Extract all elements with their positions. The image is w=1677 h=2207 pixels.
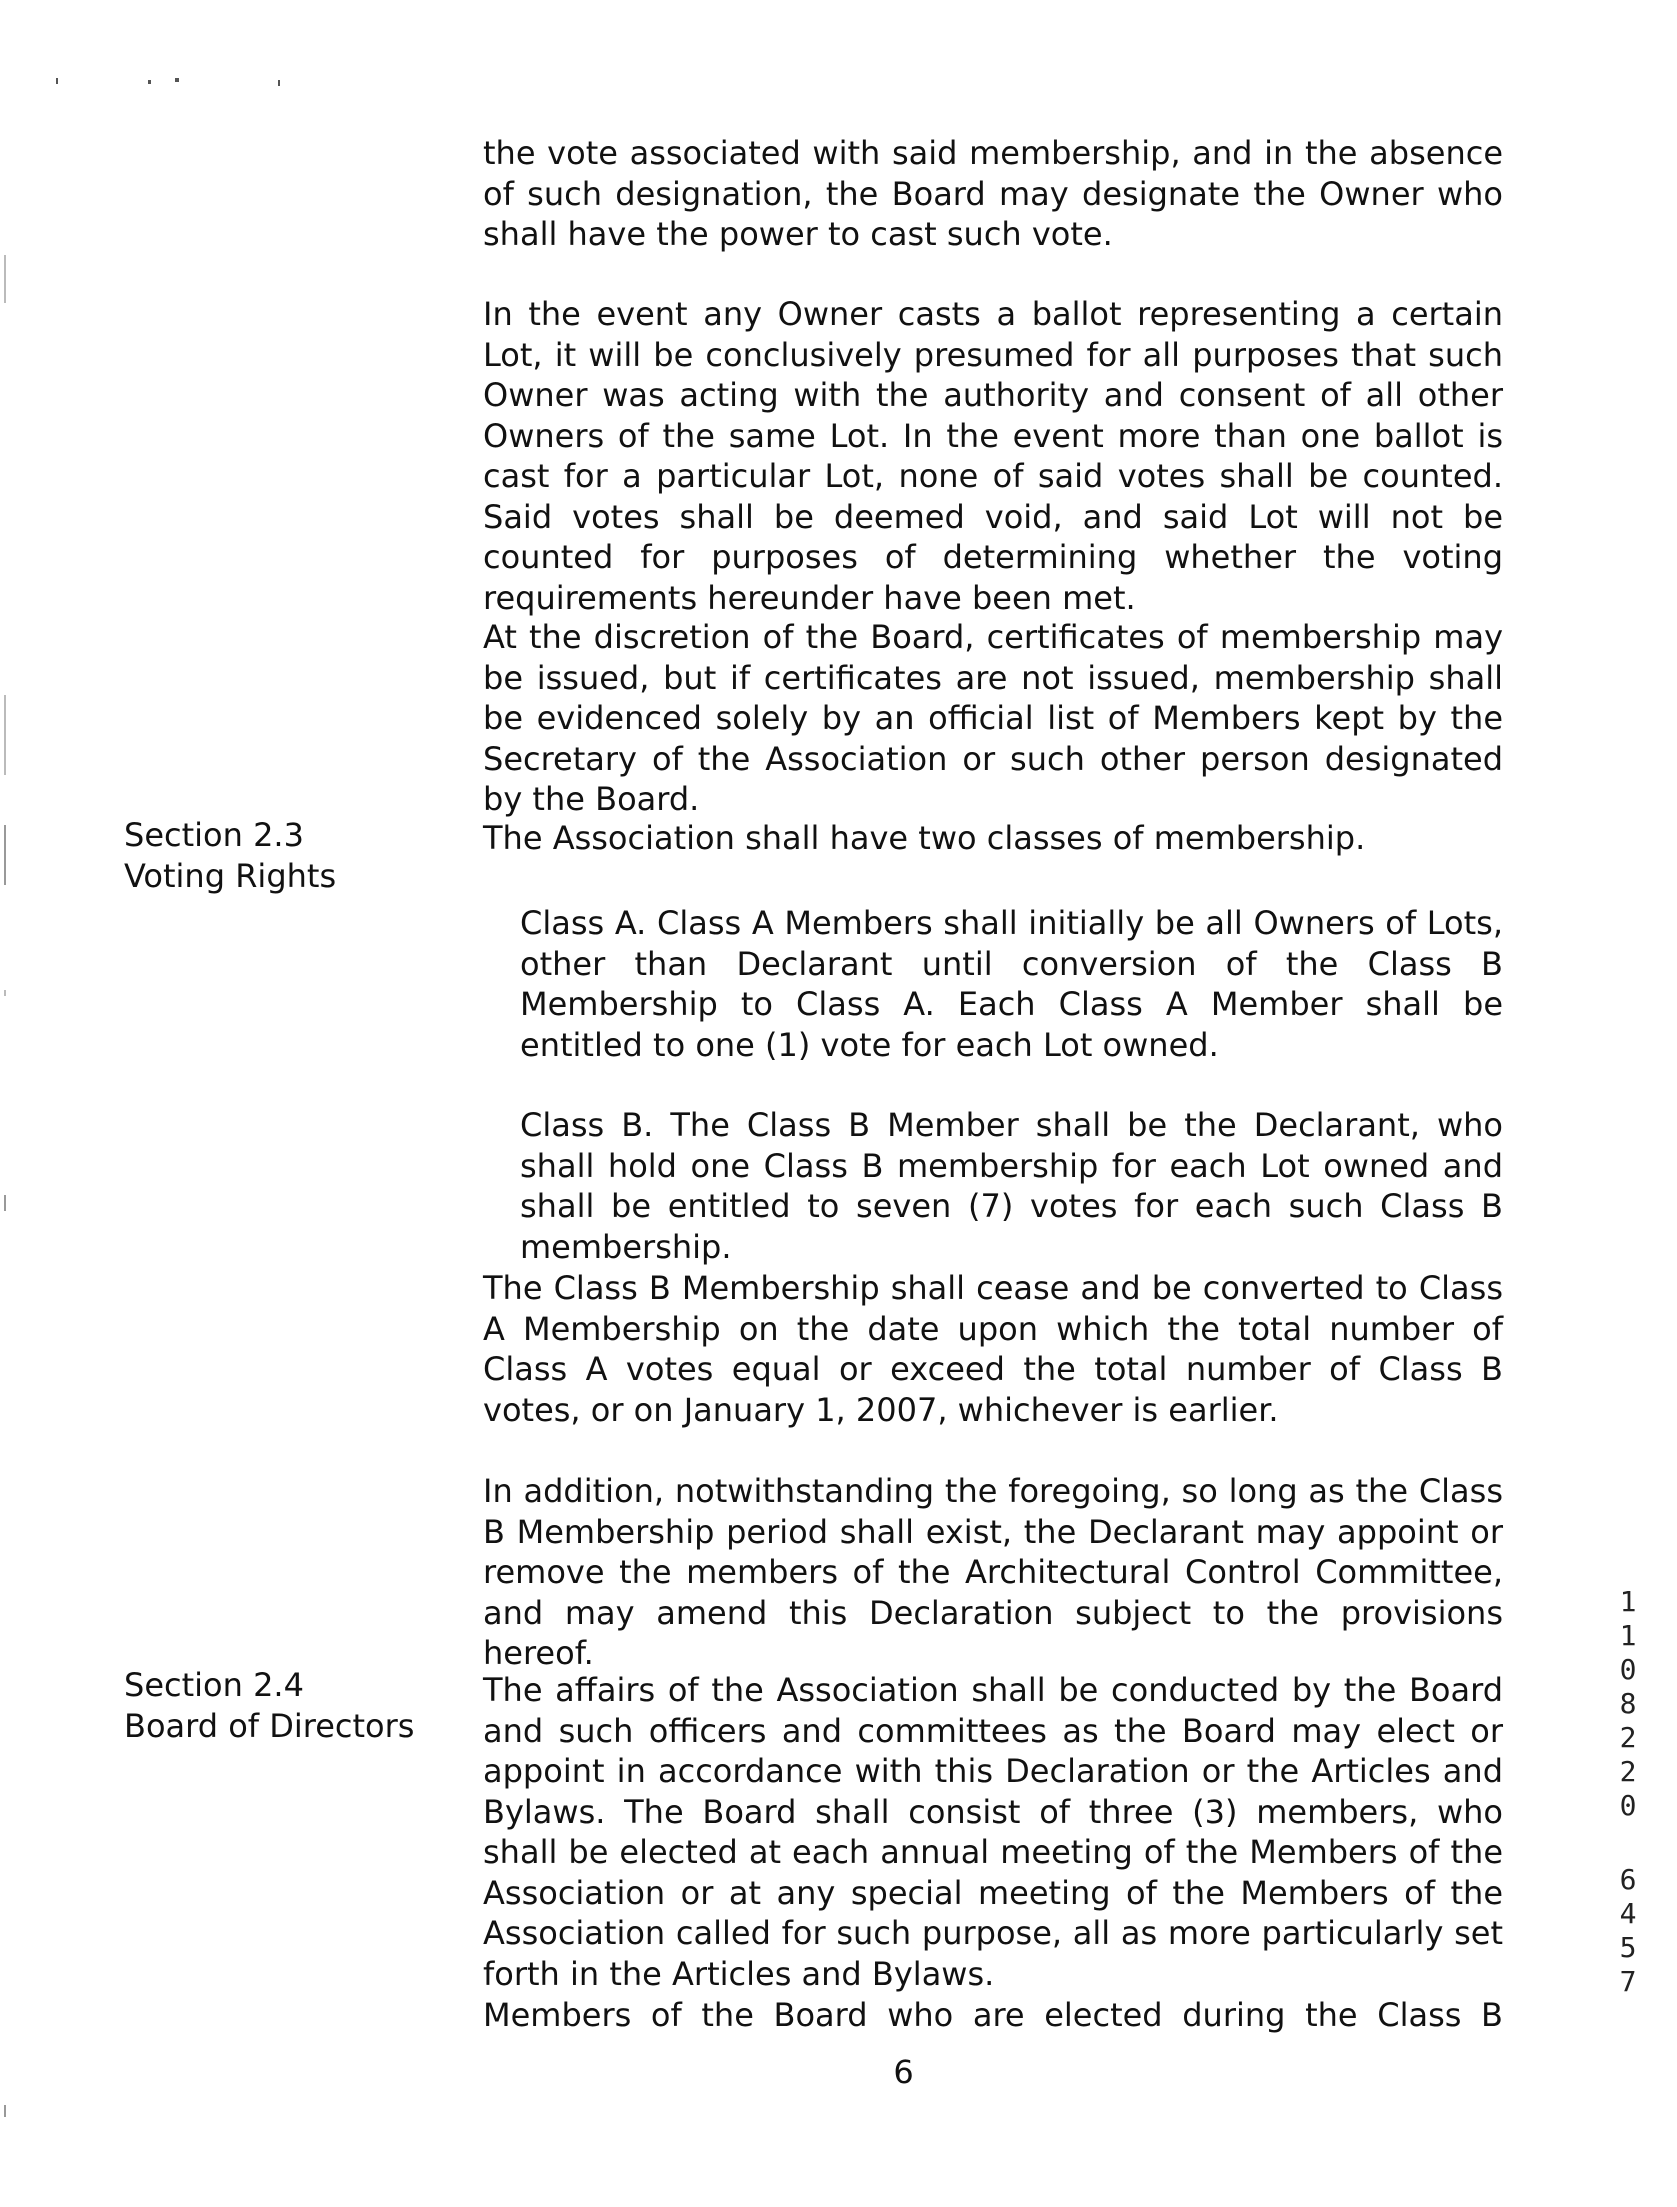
scan-mark: [4, 255, 6, 303]
paragraph-two-classes: The Association shall have two classes of membership.: [483, 819, 1366, 857]
scan-mark: [4, 990, 6, 996]
section-number: Section 2.3: [124, 816, 304, 854]
paragraph-board-of-directors: The affairs of the Association shall be conducted by the Board and such officers and committees as the Board may elect or appoint in accordance with this Declaration or the Articles and Bylaws. The Board shall consist of three (3) members, who shall be elected at each annual meeting of the Members of the Association or at any special meeting of the Members of the Association called for such purpose, all as more particularly set forth in the Articles and Bylaws.: [483, 1671, 1503, 1993]
paragraph-ballot-casting: In the event any Owner casts a ballot representing a certain Lot, it will be conclusively presumed for all purposes that such Owner was acting with the authority and consent of all other Owners of the same Lot. In the event more than one ballot is cast for a particular Lot, none of said votes shall be counted. Said votes shall be deemed void, and said Lot will not be counted for purposes of determining whether the voting requirements hereunder have been met.: [483, 295, 1503, 617]
stamp-gap: [1608, 1823, 1648, 1863]
paragraph-vote-designation: the vote associated with said membership, and in the absence of such designation, the Board may designate the Owner who shall have the power to cast such vote.: [483, 134, 1503, 253]
scan-mark: [148, 80, 151, 84]
scan-mark: [4, 695, 6, 775]
recording-stamp: [1608, 1585, 1648, 1999]
scan-mark: [4, 2105, 6, 2117]
stamp-line: 1108220: [1619, 1585, 1637, 1822]
section-2-3-heading: [124, 815, 454, 896]
stamp-line: 6457: [1619, 1863, 1637, 1998]
paragraph-board-members: Members of the Board who are elected during the Class B: [483, 1996, 1503, 2034]
paragraph-class-a: Class A. Class A Members shall initially be all Owners of Lots, other than Declarant until conversion of the Class B Membership to Class A. Each Class A Member shall be entitled to one (1) vote for each Lot owned.: [520, 904, 1503, 1064]
section-number: Section 2.4: [124, 1666, 304, 1704]
paragraph-declarant-powers: In addition, notwithstanding the foregoing, so long as the Class B Membership period shall exist, the Declarant may appoint or remove the members of the Architectural Control Committee, and may amend this Declaration subject to the provisions hereof.: [483, 1472, 1503, 1672]
page-number: 6: [893, 2053, 914, 2091]
paragraph-class-b: Class B. The Class B Member shall be the Declarant, who shall hold one Class B membership for each Lot owned and shall be entitled to seven (7) votes for each such Class B membership.: [520, 1106, 1503, 1266]
scan-mark: [4, 1195, 6, 1211]
paragraph-certificates: At the discretion of the Board, certificates of membership may be issued, but if certificates are not issued, membership shall be evidenced solely by an official list of Members kept by the Secretary of the Association or such other person designated by the Board.: [483, 618, 1503, 818]
scan-mark: [175, 78, 179, 82]
section-2-4-heading: [124, 1665, 454, 1746]
scan-mark: [278, 80, 280, 86]
section-title: Board of Directors: [124, 1706, 415, 1745]
scan-mark: [56, 78, 58, 84]
scan-mark: [4, 825, 6, 885]
paragraph-conversion: The Class B Membership shall cease and be converted to Class A Membership on the date upon which the total number of Class A votes equal or exceed the total number of Class B votes, or on January 1, 2007, whichever is earlier.: [483, 1269, 1503, 1429]
section-title: Voting Rights: [124, 856, 337, 895]
